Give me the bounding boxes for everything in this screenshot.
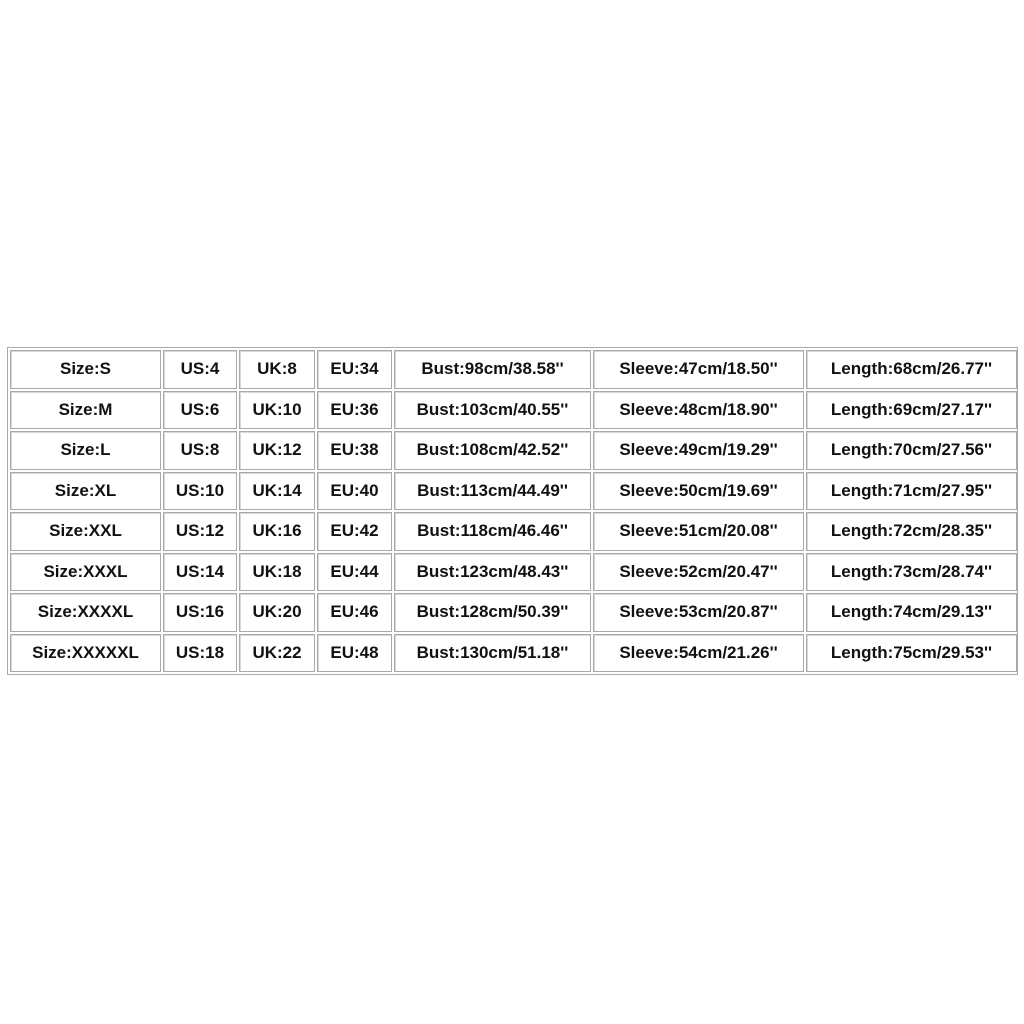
size-cell: Size:XXXXXL (10, 634, 161, 673)
sleeve-cell: Sleeve:53cm/20.87'' (593, 593, 804, 632)
sleeve-cell: Sleeve:51cm/20.08'' (593, 512, 804, 551)
us-size-cell: US:12 (163, 512, 237, 551)
bust-cell: Bust:103cm/40.55'' (394, 391, 591, 430)
size-cell: Size:M (10, 391, 161, 430)
uk-size-cell: UK:8 (239, 350, 315, 389)
bust-cell: Bust:113cm/44.49'' (394, 472, 591, 511)
eu-size-cell: EU:34 (317, 350, 392, 389)
uk-size-cell: UK:12 (239, 431, 315, 470)
eu-size-cell: EU:40 (317, 472, 392, 511)
sleeve-cell: Sleeve:54cm/21.26'' (593, 634, 804, 673)
eu-size-cell: EU:44 (317, 553, 392, 592)
bust-cell: Bust:98cm/38.58'' (394, 350, 591, 389)
bust-cell: Bust:128cm/50.39'' (394, 593, 591, 632)
eu-size-cell: EU:36 (317, 391, 392, 430)
size-cell: Size:L (10, 431, 161, 470)
size-cell: Size:XL (10, 472, 161, 511)
sleeve-cell: Sleeve:50cm/19.69'' (593, 472, 804, 511)
length-cell: Length:73cm/28.74'' (806, 553, 1017, 592)
us-size-cell: US:6 (163, 391, 237, 430)
length-cell: Length:71cm/27.95'' (806, 472, 1017, 511)
uk-size-cell: UK:16 (239, 512, 315, 551)
table-row (10, 391, 1017, 430)
bust-cell: Bust:130cm/51.18'' (394, 634, 591, 673)
length-cell: Length:68cm/26.77'' (806, 350, 1017, 389)
us-size-cell: US:8 (163, 431, 237, 470)
sleeve-cell: Sleeve:52cm/20.47'' (593, 553, 804, 592)
sleeve-cell: Sleeve:49cm/19.29'' (593, 431, 804, 470)
table-row (10, 553, 1017, 592)
us-size-cell: US:16 (163, 593, 237, 632)
bust-cell: Bust:108cm/42.52'' (394, 431, 591, 470)
table-row (10, 512, 1017, 551)
length-cell: Length:70cm/27.56'' (806, 431, 1017, 470)
size-cell: Size:XXXL (10, 553, 161, 592)
table-row (10, 431, 1017, 470)
table-row (10, 593, 1017, 632)
length-cell: Length:74cm/29.13'' (806, 593, 1017, 632)
size-cell: Size:S (10, 350, 161, 389)
uk-size-cell: UK:18 (239, 553, 315, 592)
uk-size-cell: UK:10 (239, 391, 315, 430)
size-chart (7, 347, 1018, 675)
sleeve-cell: Sleeve:48cm/18.90'' (593, 391, 804, 430)
size-chart-table (8, 348, 1019, 674)
uk-size-cell: UK:14 (239, 472, 315, 511)
us-size-cell: US:10 (163, 472, 237, 511)
eu-size-cell: EU:38 (317, 431, 392, 470)
bust-cell: Bust:123cm/48.43'' (394, 553, 591, 592)
eu-size-cell: EU:48 (317, 634, 392, 673)
length-cell: Length:72cm/28.35'' (806, 512, 1017, 551)
length-cell: Length:75cm/29.53'' (806, 634, 1017, 673)
sleeve-cell: Sleeve:47cm/18.50'' (593, 350, 804, 389)
eu-size-cell: EU:46 (317, 593, 392, 632)
us-size-cell: US:14 (163, 553, 237, 592)
table-row (10, 350, 1017, 389)
eu-size-cell: EU:42 (317, 512, 392, 551)
length-cell: Length:69cm/27.17'' (806, 391, 1017, 430)
size-cell: Size:XXL (10, 512, 161, 551)
size-chart-body (10, 350, 1017, 672)
bust-cell: Bust:118cm/46.46'' (394, 512, 591, 551)
table-row (10, 472, 1017, 511)
us-size-cell: US:4 (163, 350, 237, 389)
uk-size-cell: UK:22 (239, 634, 315, 673)
us-size-cell: US:18 (163, 634, 237, 673)
size-cell: Size:XXXXL (10, 593, 161, 632)
uk-size-cell: UK:20 (239, 593, 315, 632)
table-row (10, 634, 1017, 673)
